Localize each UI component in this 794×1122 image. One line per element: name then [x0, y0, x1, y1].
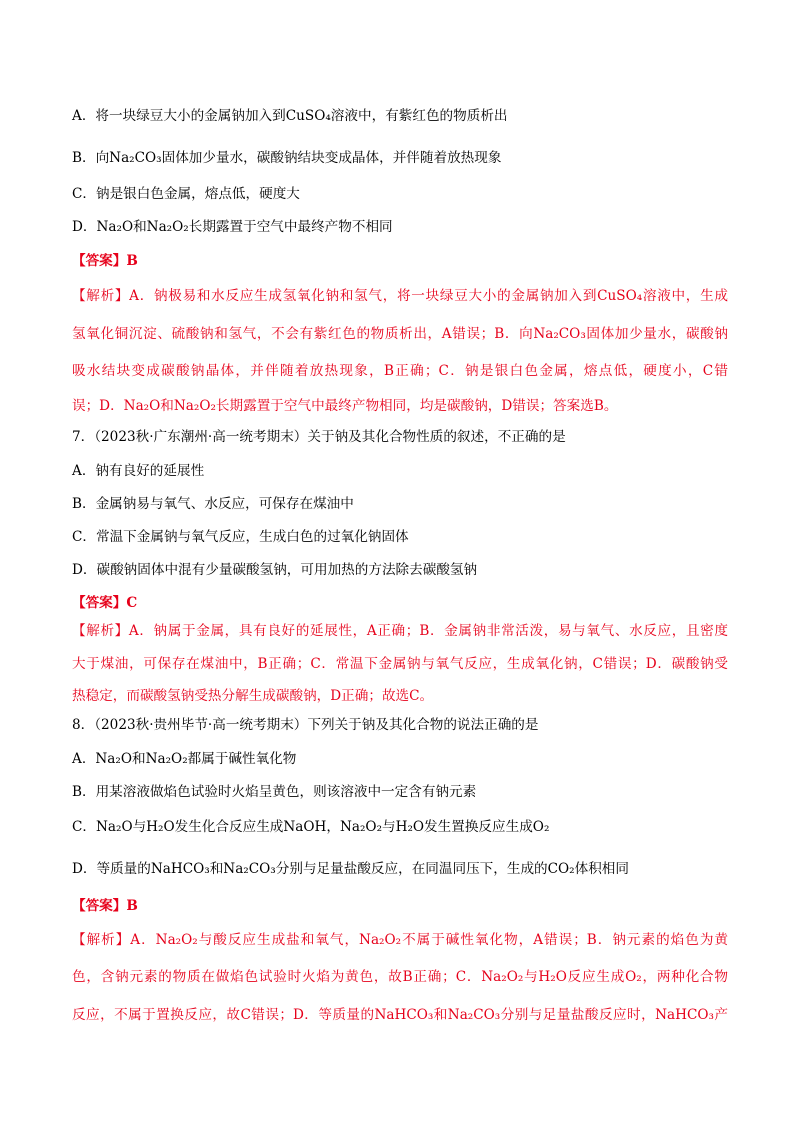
q8-answer: 【答案】B: [72, 898, 138, 914]
q6-analysis-line: 吸水结块变成碳酸钠晶体，并伴随着放热现象，B正确；C．钠是银白色金属，熔点低，硬度小，C错: [72, 363, 728, 379]
q7-analysis-line: 【解析】A．钠属于金属，具有良好的延展性，A正确；B．金属钠非常活泼，易与氧气、水反应，且密度: [72, 623, 728, 639]
q8-analysis-line: 【解析】A．Na₂O₂与酸反应生成盐和氧气，Na₂O₂不属于碱性氧化物，A错误；B．钠元素的焰色为黄: [72, 932, 728, 948]
q8-analysis-line: 反应，不属于置换反应，故C错误；D．等质量的NaHCO₃和Na₂CO₃分别与足量盐酸反应时，NaHCO₃产: [72, 1007, 728, 1023]
q6-option-d: D．Na₂O和Na₂O₂长期露置于空气中最终产物不相同: [72, 219, 393, 235]
q8-stem: 8．（2023秋·贵州毕节·高一统考期末）下列关于钠及其化合物的说法正确的是: [72, 717, 539, 733]
q8-analysis-line: 色，含钠元素的物质在做焰色试验时火焰为黄色，故B正确；C．Na₂O₂与H₂O反应生成O₂，两种化合物: [72, 969, 728, 985]
q6-answer: 【答案】B: [72, 253, 138, 269]
q7-option-d: D．碳酸钠固体中混有少量碳酸氢钠，可用加热的方法除去碳酸氢钠: [72, 562, 478, 578]
q8-option-d: D．等质量的NaHCO₃和Na₂CO₃分别与足量盐酸反应，在同温同压下，生成的CO₂体积相同: [72, 861, 629, 877]
q6-analysis-line: 【解析】A．钠极易和水反应生成氢氧化钠和氢气，将一块绿豆大小的金属钠加入到CuSO₄溶液中，生成: [72, 288, 728, 304]
q7-option-b: B．金属钠易与氧气、水反应，可保存在煤油中: [72, 496, 354, 512]
q7-analysis-line: 热稳定，而碳酸氢钠受热分解生成碳酸钠，D正确；故选C。: [72, 688, 434, 704]
q8-option-c: C．Na₂O与H₂O发生化合反应生成NaOH，Na₂O₂与H₂O发生置换反应生成O₂: [72, 819, 550, 835]
q7-stem: 7．（2023秋·广东潮州·高一统考期末）关于钠及其化合物性质的叙述，不正确的是: [72, 429, 566, 445]
q6-option-a: A．将一块绿豆大小的金属钠加入到CuSO₄溶液中，有紫红色的物质析出: [72, 108, 508, 124]
q7-option-a: A．钠有良好的延展性: [72, 463, 205, 479]
q6-analysis-line: 氢氧化铜沉淀、硫酸钠和氢气，不会有紫红色的物质析出，A错误；B．向Na₂CO₃固体加少量水，碳酸钠: [72, 326, 728, 342]
q7-answer: 【答案】C: [72, 595, 138, 611]
q8-option-b: B．用某溶液做焰色试验时火焰呈黄色，则该溶液中一定含有钠元素: [72, 784, 477, 800]
q7-analysis-line: 大于煤油，可保存在煤油中，B正确；C．常温下金属钠与氧气反应，生成氧化钠，C错误；D．碳酸钠受: [72, 656, 728, 672]
q8-option-a: A．Na₂O和Na₂O₂都属于碱性氧化物: [72, 751, 297, 767]
q6-analysis-line: 误；D．Na₂O和Na₂O₂长期露置于空气中最终产物相同，均是碳酸钠，D错误；答案选B。: [72, 398, 618, 414]
q7-option-c: C．常温下金属钠与氧气反应，生成白色的过氧化钠固体: [72, 529, 409, 545]
q6-option-c: C．钠是银白色金属，熔点低，硬度大: [72, 186, 300, 202]
q6-option-b: B．向Na₂CO₃固体加少量水，碳酸钠结块变成晶体，并伴随着放热现象: [72, 150, 502, 166]
